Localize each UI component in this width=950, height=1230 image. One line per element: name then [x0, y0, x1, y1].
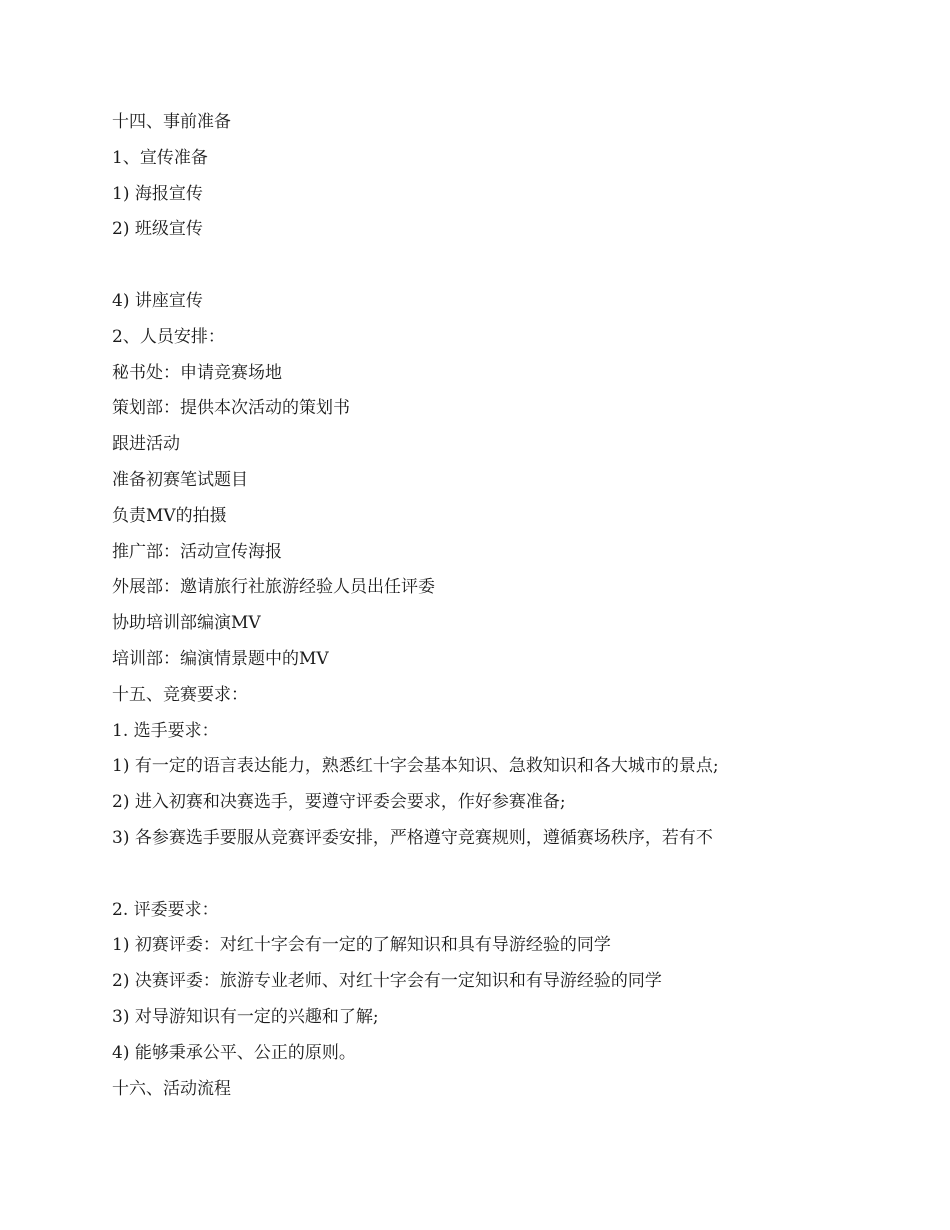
section-heading-15: 十五、竞赛要求：: [112, 684, 248, 705]
paragraph-line: 协助培训部编演MV: [112, 613, 261, 634]
paragraph-line: 推广部：活动宣传海报: [112, 541, 282, 562]
paragraph-line: 秘书处：申请竞赛场地: [112, 362, 282, 383]
list-item: 3) 各参赛选手要服从竞赛评委安排，严格遵守竞赛规则，遵循赛场秩序，若有不: [112, 827, 713, 848]
list-item: 1) 初赛评委：对红十字会有一定的了解知识和具有导游经验的同学: [112, 935, 611, 956]
subheading-contestant-requirements: 1. 选手要求：: [112, 720, 219, 741]
list-item: 3) 对导游知识有一定的兴趣和了解;: [112, 1006, 379, 1027]
section-heading-16: 十六、活动流程: [112, 1078, 231, 1099]
list-item: 2) 决赛评委：旅游专业老师、对红十字会有一定知识和有导游经验的同学: [112, 971, 662, 992]
paragraph-line: 外展部：邀请旅行社旅游经验人员出任评委: [112, 577, 435, 598]
blank-line: [112, 857, 872, 893]
list-item: 1) 有一定的语言表达能力，熟悉红十字会基本知识、急救知识和各大城市的景点;: [112, 756, 719, 777]
paragraph-line: 策划部：提供本次活动的策划书: [112, 398, 350, 419]
paragraph-line: 负责MV的拍摄: [112, 505, 227, 526]
list-item: 2) 进入初赛和决赛选手，要遵守评委会要求，作好参赛准备;: [112, 792, 566, 813]
subheading-judge-requirements: 2. 评委要求：: [112, 899, 219, 920]
section-heading-14: 十四、事前准备: [112, 112, 231, 132]
list-item: 4) 能够秉承公平、公正的原则。: [112, 1042, 356, 1063]
paragraph-line: 跟进活动: [112, 434, 180, 455]
list-item: 1) 海报宣传: [112, 183, 203, 204]
paragraph-line: 准备初赛笔试题目: [112, 469, 248, 490]
document-body: [112, 105, 872, 1107]
list-item: 2) 班级宣传: [112, 219, 203, 240]
paragraph-line: 培训部：编演情景题中的MV: [112, 648, 329, 669]
list-item: 4) 讲座宣传: [112, 290, 203, 311]
subheading-staffing: 2、人员安排：: [112, 326, 225, 347]
blank-line: [112, 248, 872, 284]
subheading-publicity: 1、宣传准备: [112, 147, 208, 168]
